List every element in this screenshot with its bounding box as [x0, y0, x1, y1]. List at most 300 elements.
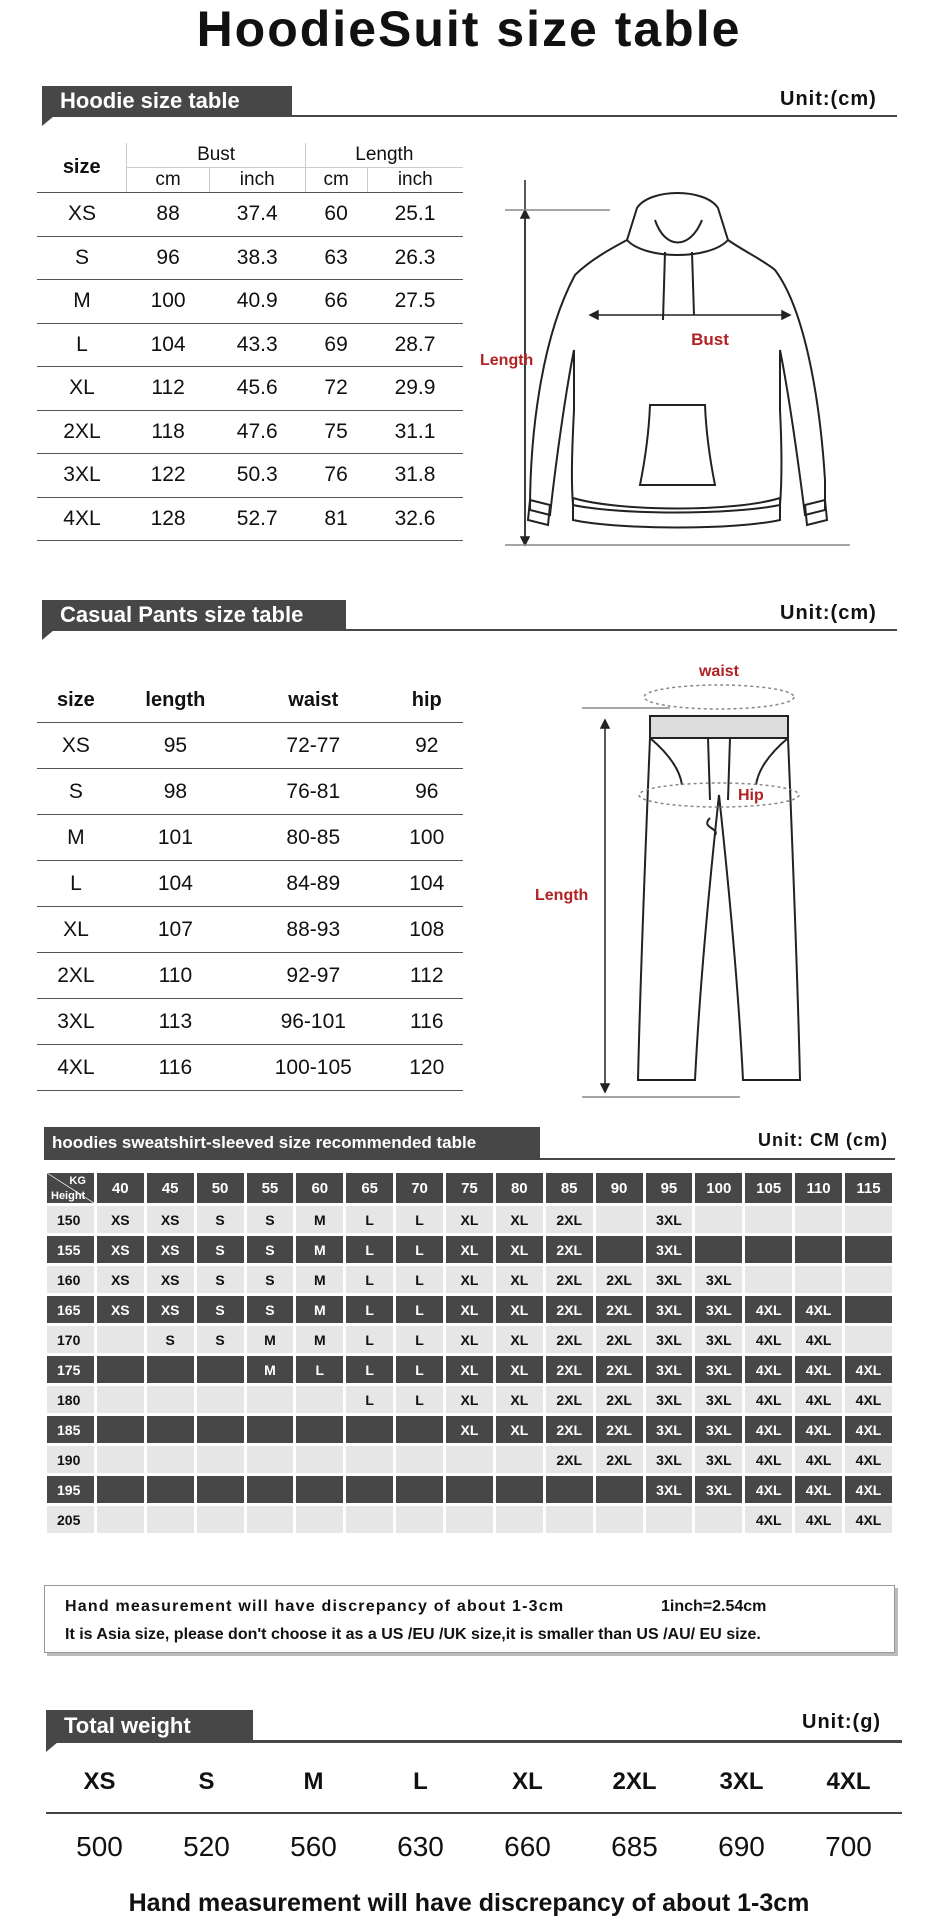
recommend-unit: Unit: CM (cm) — [758, 1130, 888, 1150]
recommend-size-cell — [247, 1416, 294, 1443]
recommend-size-cell: L — [396, 1386, 443, 1413]
recommend-size-cell: 3XL — [646, 1356, 693, 1383]
recommend-size-cell: 2XL — [546, 1356, 593, 1383]
recommend-size-cell — [496, 1476, 543, 1503]
weight-col-header: 40 — [97, 1173, 144, 1203]
recommend-size-cell — [745, 1266, 792, 1293]
pants-value-cell: 72-77 — [236, 723, 391, 769]
hoodie-value-cell: 128 — [127, 497, 209, 541]
kg-label: KG — [69, 1175, 86, 1187]
pants-value-cell: 84-89 — [236, 861, 391, 907]
pants-row — [37, 907, 463, 953]
weight-size-header: XS — [46, 1752, 153, 1813]
hoodie-value-cell: 112 — [127, 367, 209, 411]
weight-value-cell: 685 — [611, 1831, 658, 1862]
weight-unit: Unit:(g) — [802, 1711, 882, 1733]
hoodie-section-tab: Hoodie size table — [42, 86, 292, 116]
recommend-size-cell — [197, 1446, 244, 1473]
recommend-size-cell: M — [296, 1326, 343, 1353]
recommend-size-cell: 3XL — [695, 1446, 742, 1473]
hoodie-value-cell: 81 — [305, 497, 367, 541]
pants-length-label: Length — [535, 887, 589, 904]
weight-size-header: XL — [474, 1752, 581, 1813]
recommend-size-cell — [695, 1236, 742, 1263]
recommend-size-cell: XS — [147, 1206, 194, 1233]
hoodie-size-cell: 3XL — [37, 454, 127, 498]
recommend-size-cell — [97, 1506, 144, 1533]
recommend-size-cell — [596, 1476, 643, 1503]
recommend-size-cell: 4XL — [845, 1446, 892, 1473]
weight-col-header: 95 — [646, 1173, 693, 1203]
recommend-size-cell — [197, 1356, 244, 1383]
weight-section-rule — [46, 1740, 902, 1743]
pants-value-cell: 88-93 — [236, 907, 391, 953]
weight-col-header: 105 — [745, 1173, 792, 1203]
pants-header-length: length — [115, 678, 236, 723]
pants-value-cell: 80-85 — [236, 815, 391, 861]
recommend-size-cell: 3XL — [695, 1326, 742, 1353]
pants-value-cell: 100-105 — [236, 1045, 391, 1091]
recommend-size-cell: M — [296, 1206, 343, 1233]
recommend-size-cell — [147, 1506, 194, 1533]
hoodie-bust-header: Bust — [127, 143, 305, 168]
recommend-size-cell — [596, 1206, 643, 1233]
recommend-size-cell: 3XL — [646, 1446, 693, 1473]
hoodie-value-cell: 100 — [127, 280, 209, 324]
recommend-size-cell — [296, 1386, 343, 1413]
recommend-size-cell: 3XL — [695, 1386, 742, 1413]
recommend-size-cell — [247, 1506, 294, 1533]
weight-col-header: 50 — [197, 1173, 244, 1203]
pants-value-cell: 101 — [115, 815, 236, 861]
recommend-size-cell: L — [296, 1356, 343, 1383]
hoodie-value-cell: 63 — [305, 236, 367, 280]
weight-col-header: 60 — [296, 1173, 343, 1203]
recommend-size-cell — [845, 1236, 892, 1263]
recommend-size-cell: 4XL — [745, 1386, 792, 1413]
recommend-size-cell: 3XL — [695, 1356, 742, 1383]
hoodie-size-cell: L — [37, 323, 127, 367]
hoodie-value-cell: 43.3 — [209, 323, 305, 367]
recommend-size-cell: XS — [147, 1236, 194, 1263]
recommend-size-cell: 4XL — [795, 1386, 842, 1413]
recommend-size-cell — [446, 1446, 493, 1473]
recommend-size-cell: 4XL — [795, 1296, 842, 1323]
pants-size-cell: M — [37, 815, 115, 861]
recommend-size-cell: 2XL — [596, 1386, 643, 1413]
recommend-section-tab: hoodies sweatshirt-sleeved size recommended table — [44, 1127, 540, 1158]
recommend-size-cell: M — [247, 1326, 294, 1353]
pants-row — [37, 861, 463, 907]
recommend-size-cell: 4XL — [795, 1476, 842, 1503]
height-cell: 170 — [47, 1326, 94, 1353]
recommend-size-cell: XS — [147, 1266, 194, 1293]
recommend-row — [47, 1236, 892, 1263]
weight-size-header: 2XL — [581, 1752, 688, 1813]
recommend-row — [47, 1206, 892, 1233]
height-cell: 190 — [47, 1446, 94, 1473]
height-cell: 150 — [47, 1206, 94, 1233]
recommend-size-cell — [197, 1416, 244, 1443]
hoodie-value-cell: 31.1 — [367, 410, 463, 454]
recommend-corner-header — [47, 1173, 94, 1203]
recommend-size-cell — [695, 1206, 742, 1233]
recommend-size-cell: XL — [446, 1386, 493, 1413]
recommend-size-cell: 4XL — [845, 1386, 892, 1413]
hoodie-length-cm-header: cm — [305, 168, 367, 193]
recommend-size-cell: 2XL — [596, 1296, 643, 1323]
recommend-size-cell — [496, 1506, 543, 1533]
weight-col-header: 85 — [546, 1173, 593, 1203]
recommend-size-cell — [845, 1326, 892, 1353]
pants-value-cell: 96-101 — [236, 999, 391, 1045]
recommend-size-cell: M — [296, 1266, 343, 1293]
hoodie-row — [37, 497, 463, 541]
hoodie-size-cell: 2XL — [37, 410, 127, 454]
weight-value-cell: 660 — [504, 1831, 551, 1862]
recommend-row — [47, 1296, 892, 1323]
height-cell: 155 — [47, 1236, 94, 1263]
hoodie-value-cell: 96 — [127, 236, 209, 280]
hoodie-value-cell: 45.6 — [209, 367, 305, 411]
pants-size-cell: 4XL — [37, 1045, 115, 1091]
hoodie-value-cell: 75 — [305, 410, 367, 454]
recommend-size-cell: 3XL — [695, 1416, 742, 1443]
recommend-size-cell: L — [346, 1266, 393, 1293]
recommend-size-cell: 4XL — [795, 1356, 842, 1383]
recommend-size-cell: XL — [496, 1386, 543, 1413]
hoodie-size-cell: XS — [37, 193, 127, 237]
weight-size-header: L — [367, 1752, 474, 1813]
recommend-size-cell — [845, 1266, 892, 1293]
hoodie-value-cell: 40.9 — [209, 280, 305, 324]
pants-value-cell: 116 — [391, 999, 463, 1045]
pants-diagram — [530, 660, 880, 1100]
hoodie-value-cell: 69 — [305, 323, 367, 367]
hoodie-value-cell: 66 — [305, 280, 367, 324]
hoodie-size-cell: XL — [37, 367, 127, 411]
hoodie-value-cell: 52.7 — [209, 497, 305, 541]
pants-waist-label: waist — [698, 663, 740, 680]
recommend-size-cell: 2XL — [546, 1386, 593, 1413]
height-cell: 205 — [47, 1506, 94, 1533]
recommend-section-rule — [44, 1158, 895, 1160]
recommend-size-cell: 4XL — [845, 1356, 892, 1383]
recommend-size-cell — [97, 1356, 144, 1383]
recommend-size-cell: 3XL — [695, 1296, 742, 1323]
hoodie-value-cell: 76 — [305, 454, 367, 498]
pants-row — [37, 815, 463, 861]
recommend-row — [47, 1356, 892, 1383]
hoodie-value-cell: 50.3 — [209, 454, 305, 498]
recommend-size-cell: S — [197, 1266, 244, 1293]
recommend-size-cell: XL — [496, 1356, 543, 1383]
recommend-row — [47, 1446, 892, 1473]
weight-col-header: 115 — [845, 1173, 892, 1203]
recommend-row — [47, 1476, 892, 1503]
recommend-size-cell — [147, 1356, 194, 1383]
recommend-size-cell: 3XL — [646, 1326, 693, 1353]
recommend-row — [47, 1416, 892, 1443]
recommend-size-cell: L — [396, 1206, 443, 1233]
recommend-size-cell: 2XL — [546, 1446, 593, 1473]
hoodie-length-inch-header: inch — [367, 168, 463, 193]
note-discrepancy: Hand measurement will have discrepancy of about 1-3cm — [65, 1598, 565, 1615]
bottom-note: Hand measurement will have discrepancy of about 1-3cm — [128, 1889, 810, 1917]
recommend-size-cell — [296, 1446, 343, 1473]
recommend-size-cell: XL — [446, 1236, 493, 1263]
recommend-size-cell: XL — [496, 1296, 543, 1323]
recommend-size-cell: 4XL — [845, 1506, 892, 1533]
recommend-size-cell: L — [396, 1326, 443, 1353]
hoodie-value-cell: 37.4 — [209, 193, 305, 237]
pants-size-cell: L — [37, 861, 115, 907]
pants-value-cell: 96 — [391, 769, 463, 815]
recommend-size-cell — [147, 1386, 194, 1413]
recommend-size-cell — [197, 1386, 244, 1413]
pants-row — [37, 953, 463, 999]
pants-size-table — [37, 678, 463, 1091]
recommend-size-cell: L — [396, 1266, 443, 1293]
hoodie-size-cell: 4XL — [37, 497, 127, 541]
recommend-size-cell: S — [197, 1236, 244, 1263]
hoodie-size-cell: M — [37, 280, 127, 324]
recommend-size-cell: 3XL — [695, 1476, 742, 1503]
height-cell: 175 — [47, 1356, 94, 1383]
recommend-size-cell: L — [346, 1206, 393, 1233]
pants-value-cell: 100 — [391, 815, 463, 861]
note-asia-size: It is Asia size, please don't choose it as a US /EU /UK size,it is smaller than US /AU/ EU size. — [65, 1626, 761, 1643]
recommend-size-cell: 3XL — [646, 1416, 693, 1443]
recommend-size-cell: XS — [147, 1296, 194, 1323]
pants-unit: Unit:(cm) — [780, 602, 877, 624]
hoodie-length-label: Length — [480, 352, 534, 369]
recommend-size-cell — [446, 1506, 493, 1533]
recommend-size-cell: 3XL — [646, 1386, 693, 1413]
pants-header-hip: hip — [391, 678, 463, 723]
recommend-size-cell — [596, 1506, 643, 1533]
hoodie-bust-inch-header: inch — [209, 168, 305, 193]
height-cell: 185 — [47, 1416, 94, 1443]
pants-row — [37, 999, 463, 1045]
recommend-size-cell: XL — [446, 1356, 493, 1383]
recommend-size-cell: 4XL — [745, 1416, 792, 1443]
pants-row — [37, 1045, 463, 1091]
recommend-size-cell: 3XL — [646, 1206, 693, 1233]
recommend-size-cell: 2XL — [596, 1356, 643, 1383]
pants-value-cell: 107 — [115, 907, 236, 953]
hoodie-bust-cm-header: cm — [127, 168, 209, 193]
recommend-size-cell — [695, 1506, 742, 1533]
recommend-size-cell — [396, 1416, 443, 1443]
pants-value-cell: 92 — [391, 723, 463, 769]
pants-row — [37, 723, 463, 769]
recommend-size-cell: 4XL — [795, 1416, 842, 1443]
note-box — [44, 1585, 895, 1653]
hoodie-value-cell: 47.6 — [209, 410, 305, 454]
recommend-size-cell: 4XL — [745, 1446, 792, 1473]
recommend-size-cell: 2XL — [546, 1326, 593, 1353]
recommend-size-cell — [446, 1476, 493, 1503]
weight-col-header: 70 — [396, 1173, 443, 1203]
pants-size-cell: S — [37, 769, 115, 815]
recommend-size-cell: 3XL — [646, 1476, 693, 1503]
recommend-size-cell: S — [247, 1296, 294, 1323]
recommend-size-cell: XS — [97, 1236, 144, 1263]
hoodie-value-cell: 122 — [127, 454, 209, 498]
height-cell: 165 — [47, 1296, 94, 1323]
recommend-size-cell: 4XL — [795, 1506, 842, 1533]
note-inch-conversion: 1inch=2.54cm — [661, 1598, 767, 1615]
hoodie-value-cell: 72 — [305, 367, 367, 411]
hoodie-size-header: size — [37, 143, 127, 193]
recommend-size-cell: S — [197, 1296, 244, 1323]
hoodie-value-cell: 104 — [127, 323, 209, 367]
hoodie-row — [37, 367, 463, 411]
weight-col-header: 75 — [446, 1173, 493, 1203]
recommend-size-cell — [346, 1416, 393, 1443]
hoodie-value-cell: 29.9 — [367, 367, 463, 411]
recommend-size-cell — [396, 1476, 443, 1503]
recommend-size-cell — [346, 1506, 393, 1533]
recommend-size-cell — [396, 1506, 443, 1533]
weight-size-header: S — [153, 1752, 260, 1813]
recommend-size-cell: S — [197, 1206, 244, 1233]
hoodie-value-cell: 38.3 — [209, 236, 305, 280]
recommend-size-cell — [546, 1506, 593, 1533]
recommend-size-cell: XS — [97, 1266, 144, 1293]
hoodie-value-cell: 27.5 — [367, 280, 463, 324]
recommend-size-cell: S — [247, 1206, 294, 1233]
recommend-size-cell — [496, 1446, 543, 1473]
pants-value-cell: 108 — [391, 907, 463, 953]
pants-size-cell: 2XL — [37, 953, 115, 999]
recommend-size-cell — [296, 1476, 343, 1503]
recommend-size-cell — [546, 1476, 593, 1503]
pants-size-cell: XL — [37, 907, 115, 953]
hoodie-value-cell: 25.1 — [367, 193, 463, 237]
recommend-size-cell: M — [247, 1356, 294, 1383]
weight-value-cell: 500 — [76, 1831, 123, 1862]
weight-size-header: M — [260, 1752, 367, 1813]
recommend-size-cell — [346, 1446, 393, 1473]
recommend-size-cell — [197, 1476, 244, 1503]
weight-value-cell: 520 — [183, 1831, 230, 1862]
pants-value-cell: 76-81 — [236, 769, 391, 815]
recommend-size-cell: L — [346, 1326, 393, 1353]
recommend-size-cell: S — [197, 1326, 244, 1353]
recommend-size-cell — [795, 1266, 842, 1293]
recommend-row — [47, 1386, 892, 1413]
recommend-size-cell: 2XL — [596, 1266, 643, 1293]
recommend-size-cell — [296, 1416, 343, 1443]
recommend-size-cell: 2XL — [596, 1446, 643, 1473]
recommend-size-cell: 3XL — [646, 1296, 693, 1323]
hoodie-value-cell: 118 — [127, 410, 209, 454]
recommend-size-cell: 3XL — [646, 1266, 693, 1293]
recommend-size-cell — [97, 1446, 144, 1473]
recommend-size-cell — [795, 1236, 842, 1263]
recommend-size-cell — [97, 1326, 144, 1353]
recommend-size-cell: L — [346, 1296, 393, 1323]
height-cell: 180 — [47, 1386, 94, 1413]
recommend-row — [47, 1326, 892, 1353]
recommend-size-cell: 3XL — [695, 1266, 742, 1293]
pants-section-rule — [42, 629, 897, 631]
recommend-size-cell: XL — [446, 1206, 493, 1233]
recommend-size-cell — [147, 1446, 194, 1473]
recommend-size-cell: 4XL — [745, 1356, 792, 1383]
recommend-size-cell: 2XL — [546, 1236, 593, 1263]
recommend-size-cell — [97, 1386, 144, 1413]
pants-value-cell: 104 — [391, 861, 463, 907]
recommend-size-cell — [845, 1206, 892, 1233]
weight-table — [46, 1752, 902, 1880]
recommend-size-cell: 4XL — [745, 1476, 792, 1503]
hoodie-length-header: Length — [305, 143, 463, 168]
pants-header-waist: waist — [236, 678, 391, 723]
recommend-size-cell — [247, 1446, 294, 1473]
weight-col-header: 80 — [496, 1173, 543, 1203]
recommend-size-cell: 2XL — [546, 1206, 593, 1233]
pants-section-tab: Casual Pants size table — [42, 600, 346, 630]
weight-col-header: 65 — [346, 1173, 393, 1203]
recommend-size-cell: L — [396, 1356, 443, 1383]
pants-row — [37, 769, 463, 815]
recommend-size-cell: 4XL — [745, 1506, 792, 1533]
recommend-size-cell: 4XL — [845, 1416, 892, 1443]
pants-value-cell: 95 — [115, 723, 236, 769]
recommend-size-cell: XS — [97, 1296, 144, 1323]
weight-value-cell: 690 — [718, 1831, 765, 1862]
hoodie-bust-label: Bust — [691, 330, 729, 349]
hoodie-size-cell: S — [37, 236, 127, 280]
recommend-size-cell: XL — [496, 1236, 543, 1263]
recommend-size-cell: 4XL — [795, 1446, 842, 1473]
recommend-size-cell — [646, 1506, 693, 1533]
recommend-size-cell: M — [296, 1236, 343, 1263]
recommend-row — [47, 1506, 892, 1533]
recommend-size-cell — [795, 1206, 842, 1233]
hoodie-value-cell: 88 — [127, 193, 209, 237]
weight-size-header: 3XL — [688, 1752, 795, 1813]
recommend-size-cell: XL — [496, 1416, 543, 1443]
recommend-size-cell — [97, 1416, 144, 1443]
weight-value-cell: 560 — [290, 1831, 337, 1862]
weight-col-header: 55 — [247, 1173, 294, 1203]
hoodie-row — [37, 410, 463, 454]
recommend-size-cell: 4XL — [845, 1476, 892, 1503]
weight-value-cell: 700 — [825, 1831, 872, 1862]
weight-col-header: 90 — [596, 1173, 643, 1203]
weight-size-header: 4XL — [795, 1752, 902, 1813]
pants-value-cell: 98 — [115, 769, 236, 815]
hoodie-row — [37, 236, 463, 280]
recommend-size-cell: XL — [496, 1326, 543, 1353]
recommend-size-cell: L — [396, 1236, 443, 1263]
recommend-size-cell: XL — [496, 1206, 543, 1233]
recommend-size-cell: 4XL — [745, 1296, 792, 1323]
pants-value-cell: 110 — [115, 953, 236, 999]
recommend-size-cell: XL — [446, 1326, 493, 1353]
hoodie-row — [37, 193, 463, 237]
height-label: Height — [51, 1190, 86, 1202]
recommend-size-cell: L — [396, 1296, 443, 1323]
pants-size-cell: XS — [37, 723, 115, 769]
hoodie-row — [37, 280, 463, 324]
recommend-size-cell: S — [247, 1236, 294, 1263]
recommend-size-cell: 2XL — [546, 1416, 593, 1443]
